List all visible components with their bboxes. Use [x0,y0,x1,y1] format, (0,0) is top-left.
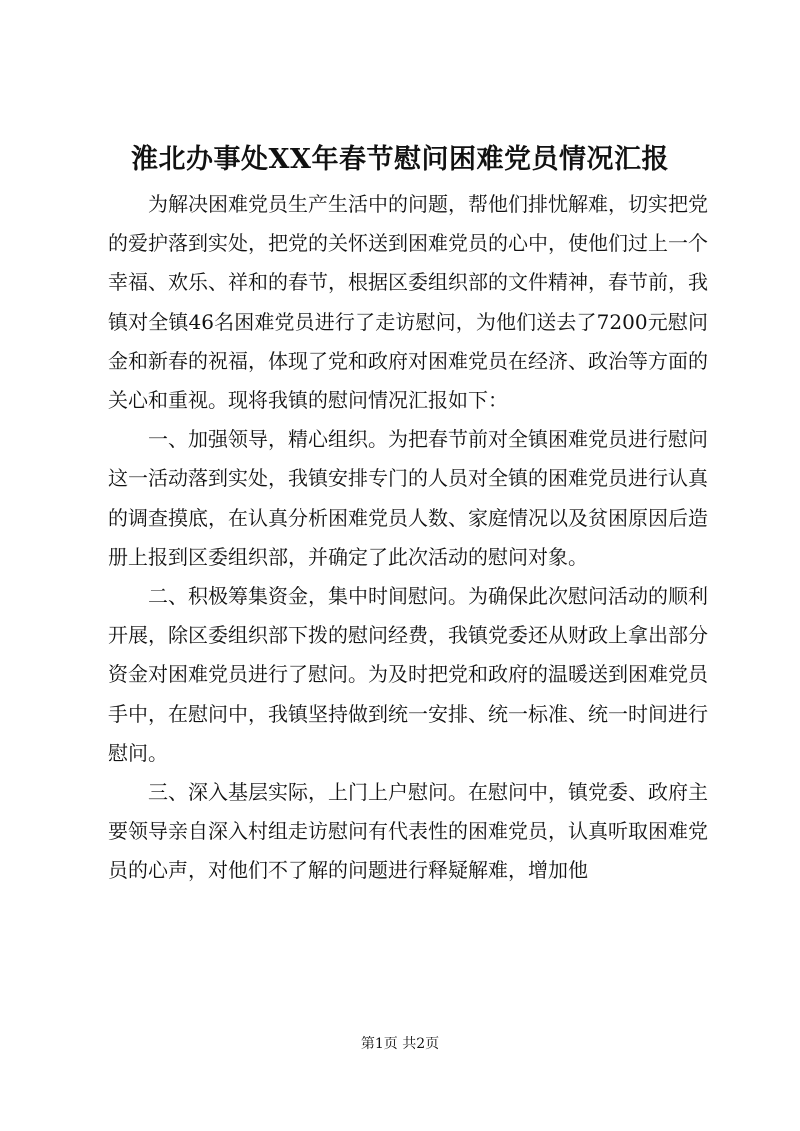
paragraph-section-1: 一、加强领导，精心组织。为把春节前对全镇困难党员进行慰问这一活动落到实处，我镇安排专门的人员对全镇的困难党员进行认真的调查摸底，在认真分析困难党员人数、家庭情况以及贫困原因后造册上报到区委组织部，并确定了此次活动的慰问对象。 [108,427,708,569]
page-number-footer: 第1页 共2页 [360,1036,440,1052]
document-body [108,185,708,891]
paragraph-section-2: 二、积极筹集资金，集中时间慰问。为确保此次慰问活动的顺利开展，除区委组织部下拨的慰问经费，我镇党委还从财政上拿出部分资金对困难党员进行了慰问。为及时把党和政府的温暖送到困难党员手中，在慰问中，我镇坚持做到统一安排、统一标准、统一时间进行慰问。 [108,584,708,765]
paragraph-intro: 为解决困难党员生产生活中的问题，帮他们排忧解难，切实把党的爱护落到实处，把党的关怀送到困难党员的心中，使他们过上一个幸福、欢乐、祥和的春节，根据区委组织部的文件精神，春节前，我镇对全镇46名困难党员进行了走访慰问，为他们送去了7200元慰问金和新春的祝福，体现了党和政府对困难党员在经济、政治等方面的关心和重视。现将我镇的慰问情况汇报如下： [108,192,708,413]
document-title: 淮北办事处XX年春节慰问困难党员情况汇报 [131,144,669,175]
paragraph-section-3: 三、深入基层实际，上门上户慰问。在慰问中，镇党委、政府主要领导亲自深入村组走访慰问有代表性的困难党员，认真听取困难党员的心声，对他们不了解的问题进行释疑解难，增加他 [108,780,708,883]
